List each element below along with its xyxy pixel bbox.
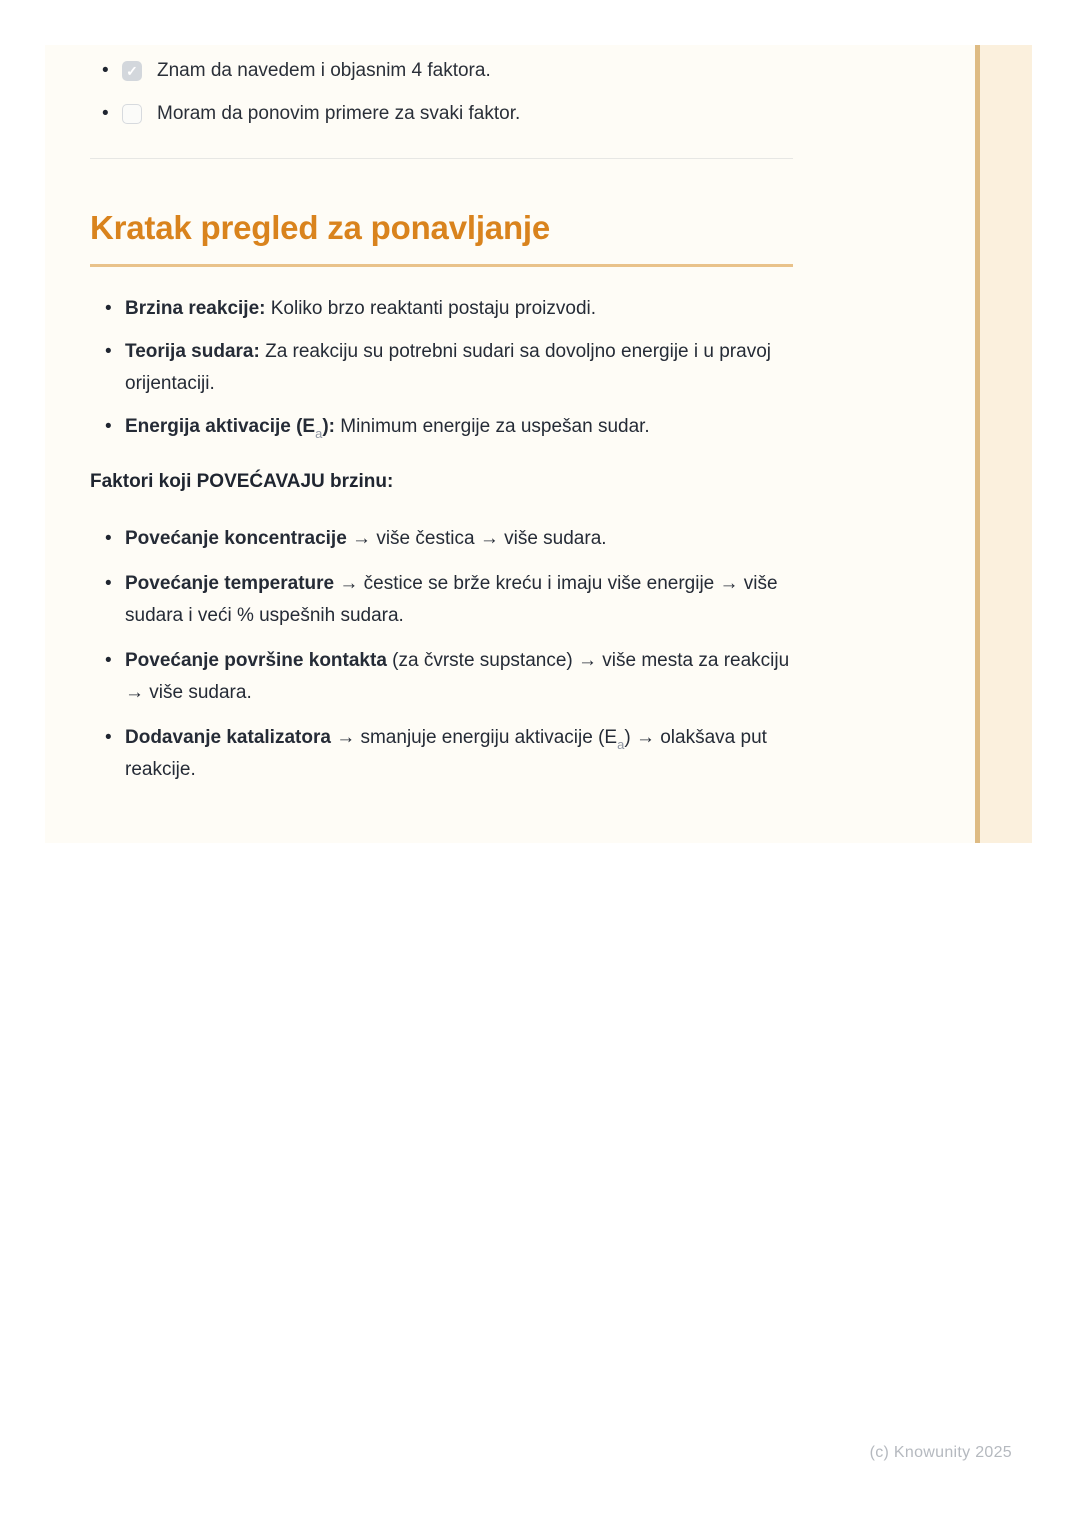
list-item	[90, 722, 793, 786]
factor-description: → smanjuje energiju aktivacije (E	[330, 727, 618, 748]
bullet-icon: •	[102, 103, 109, 124]
list-item	[90, 336, 793, 400]
checklist-item	[90, 60, 793, 82]
term-label: Teorija sudara:	[125, 341, 260, 362]
term-definition: Minimum energije za uspešan sudar.	[334, 416, 650, 437]
term-label: Energija aktivacije (E	[125, 416, 316, 437]
checkmark-icon: ✓	[126, 63, 138, 79]
list-item	[90, 645, 793, 709]
checkbox-unchecked[interactable]	[122, 104, 142, 124]
bullet-icon: •	[105, 650, 112, 671]
bullet-icon: •	[105, 528, 112, 549]
document-page	[45, 45, 1032, 843]
margin-accent-band	[975, 45, 1032, 843]
overview-list	[90, 293, 793, 443]
factor-description: ) → olakšava put reakcije.	[125, 727, 767, 780]
term-label: Brzina reakcije:	[125, 298, 266, 319]
term-label: ):	[322, 416, 335, 437]
factor-label: Povećanje površine kontakta	[125, 650, 387, 671]
divider	[90, 158, 793, 159]
term-definition: Za reakciju su potrebni sudari sa dovoljno energije i u pravoj orijentaciji.	[125, 341, 771, 394]
subscript-a: a	[315, 425, 323, 441]
bullet-icon: •	[105, 573, 112, 594]
checklist-label: Znam da navedem i objasnim 4 faktora.	[157, 60, 491, 81]
copyright-text: (c) Knowunity 2025	[869, 1444, 1012, 1461]
factor-description: → čestice se brže kreću i imaju više energije → više sudara i veći % uspešnih sudara.	[125, 573, 778, 626]
bullet-icon: •	[102, 60, 109, 81]
list-item	[90, 411, 793, 443]
bullet-icon: •	[105, 416, 112, 437]
bullet-icon: •	[105, 341, 112, 362]
list-item	[90, 523, 793, 555]
subscript-a: a	[617, 736, 625, 752]
section-title: Kratak pregled za ponavljanje	[90, 209, 793, 267]
factors-list	[90, 523, 793, 786]
checkbox-checked[interactable]	[122, 61, 142, 81]
list-item	[90, 293, 793, 325]
bullet-icon: •	[105, 727, 112, 748]
factor-description: (za čvrste supstance) → više mesta za reakciju → više sudara.	[125, 650, 790, 703]
factors-subheading: Faktori koji POVEĆAVAJU brzinu:	[90, 471, 394, 492]
bullet-icon: •	[105, 298, 112, 319]
factor-label: Povećanje koncentracije	[125, 528, 347, 549]
factor-description: → više čestica → više sudara.	[346, 528, 607, 549]
term-definition: Koliko brzo reaktanti postaju proizvodi.	[265, 298, 597, 319]
checklist-label: Moram da ponovim primere za svaki faktor.	[157, 103, 521, 124]
factor-label: Dodavanje katalizatora	[125, 727, 331, 748]
page-content	[90, 60, 793, 799]
list-item	[90, 568, 793, 632]
checklist-item	[90, 103, 793, 125]
factor-label: Povećanje temperature	[125, 573, 335, 594]
